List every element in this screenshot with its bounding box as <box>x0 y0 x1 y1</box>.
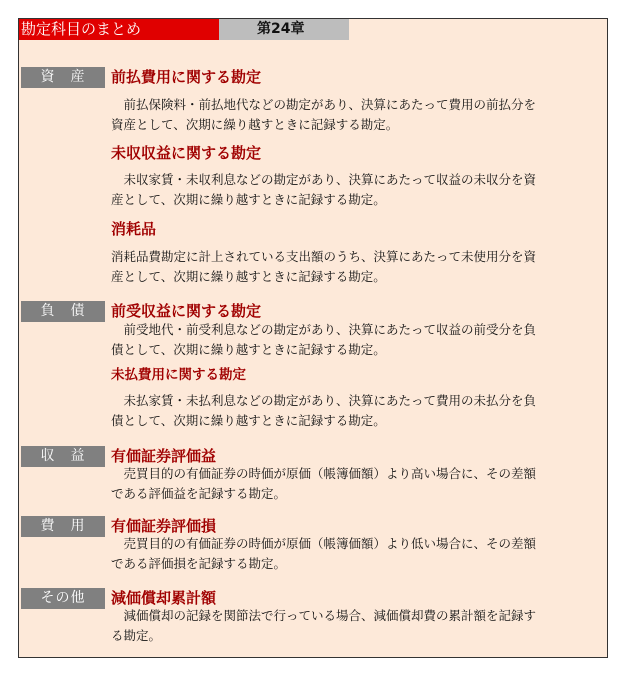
description-line: 産として、次期に繰り越すときに記録する勘定。 <box>111 269 386 284</box>
heading-accumulated-depreciation: 減価償却累計額 <box>111 589 217 607</box>
description-line: 債として、次期に繰り越すときに記録する勘定。 <box>111 342 386 357</box>
description-line: 債として、次期に繰り越すときに記録する勘定。 <box>111 413 386 428</box>
description-line: 未払家賃・未払利息などの勘定があり、決算にあたって費用の未払分を負 <box>111 393 537 408</box>
sheet-title: 勘定科目のまとめ <box>19 19 219 40</box>
description-accrued-expenses <box>111 391 601 431</box>
description-accrued-revenue <box>111 170 601 210</box>
description-line: 前受地代・前受利息などの勘定があり、決算にあたって収益の前受分を負 <box>111 322 537 337</box>
description-line: である評価損を記録する勘定。 <box>111 556 287 571</box>
description-line: である評価益を記録する勘定。 <box>111 486 287 501</box>
description-unearned-revenue <box>111 320 601 360</box>
description-line: 売買目的の有価証券の時価が原価（帳簿価額）より低い場合に、その差額 <box>111 536 537 551</box>
heading-prepaid-expenses: 前払費用に関する勘定 <box>111 68 262 86</box>
description-line: 売買目的の有価証券の時価が原価（帳簿価額）より高い場合に、その差額 <box>111 466 537 481</box>
category-assets: 資 産 <box>21 67 105 88</box>
description-accumulated-depreciation <box>111 606 601 646</box>
heading-unearned-revenue: 前受収益に関する勘定 <box>111 302 262 320</box>
description-supplies <box>111 247 601 287</box>
heading-securities-loss: 有価証券評価損 <box>111 517 217 535</box>
description-line: 前払保険料・前払地代などの勘定があり、決算にあたって費用の前払分を <box>111 97 537 112</box>
description-line: 未収家賃・未収利息などの勘定があり、決算にあたって収益の未収分を資 <box>111 172 537 187</box>
description-line: 産として、次期に繰り越すときに記録する勘定。 <box>111 192 386 207</box>
description-line: る勘定。 <box>111 628 162 643</box>
heading-accrued-revenue: 未収収益に関する勘定 <box>111 144 262 162</box>
description-prepaid-expenses <box>111 95 601 135</box>
heading-securities-gain: 有価証券評価益 <box>111 447 217 465</box>
description-securities-loss <box>111 534 601 574</box>
heading-accrued-expenses: 未払費用に関する勘定 <box>111 367 246 383</box>
description-line: 資産として、次期に繰り越すときに記録する勘定。 <box>111 117 399 132</box>
category-other: その他 <box>21 588 105 609</box>
heading-supplies: 消耗品 <box>111 220 157 238</box>
chapter-label: 第24章 <box>219 19 349 40</box>
category-revenue: 収 益 <box>21 446 105 467</box>
category-liabilities: 負 債 <box>21 301 105 322</box>
description-securities-gain <box>111 464 601 504</box>
summary-sheet <box>18 18 608 658</box>
description-line: 消耗品費勘定に計上されている支出額のうち、決算にあたって未使用分を資 <box>111 249 537 264</box>
category-expenses: 費 用 <box>21 516 105 537</box>
description-line: 減価償却の記録を関節法で行っている場合、減価償却費の累計額を記録す <box>111 608 537 623</box>
